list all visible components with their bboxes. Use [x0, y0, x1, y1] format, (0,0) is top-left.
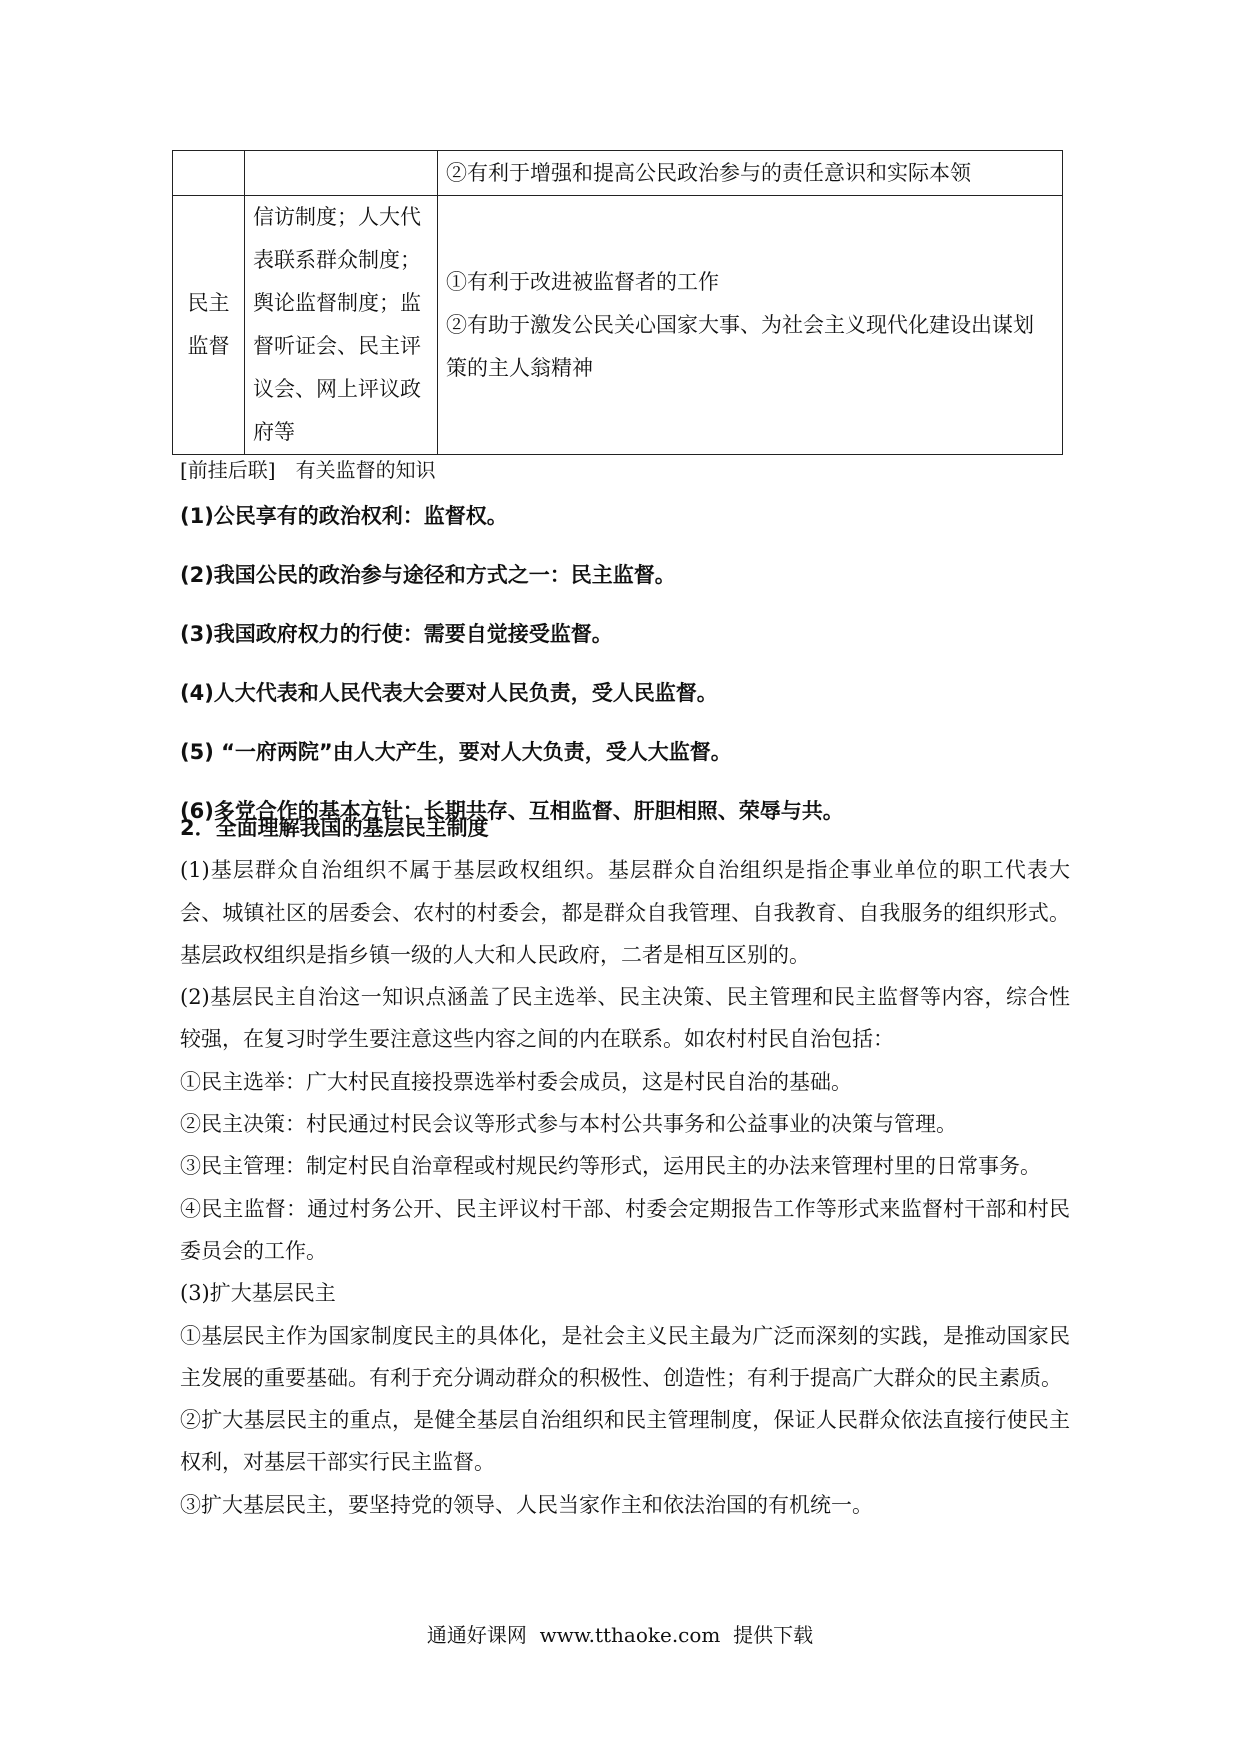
paragraph: ②民主决策：村民通过村民会议等形式参与本村公共事务和公益事业的决策与管理。: [180, 1112, 957, 1137]
table-cell-category: [173, 196, 245, 455]
category-label: 民主 监督: [187, 291, 230, 358]
list-item: (3)我国政府权力的行使：需要自觉接受监督。: [180, 622, 613, 646]
paragraph: ④民主监督：通过村务公开、民主评议村干部、村委会定期报告工作等形式来监督村干部和村民委员会的工作。: [180, 1196, 1070, 1263]
paragraph: ③民主管理：制定村民自治章程或村规民约等形式，运用民主的办法来管理村里的日常事务。: [180, 1154, 1041, 1179]
significance-item: ①有利于改进被监督者的工作: [446, 269, 719, 294]
paragraph: ①民主选举：广大村民直接投票选举村委会成员，这是村民自治的基础。: [180, 1069, 852, 1094]
list-item: (1)公民享有的政治权利：监督权。: [180, 504, 508, 528]
paragraph: (2)基层民主自治这一知识点涵盖了民主选举、民主决策、民主管理和民主监督等内容，综合性较强，在复习时学生要注意这些内容之间的内在联系。如农村村民自治包括：: [180, 985, 1070, 1052]
hookup-list: [180, 500, 1080, 854]
list-item: (6)多党合作的基本方针：长期共存、互相监督、肝胆相照、荣辱与共。: [180, 799, 844, 823]
paragraph: ③扩大基层民主，要坚持党的领导、人民当家作主和依法治国的有机统一。: [180, 1492, 873, 1517]
section-title: 2．全面理解我国的基层民主制度: [180, 816, 489, 840]
table-cell-forms: 信访制度；人大代表联系群众制度；舆论监督制度；监督听证会、民主评议会、网上评议政府等: [245, 196, 438, 455]
table-row: [173, 151, 1063, 196]
section-grassroots-democracy: [180, 807, 1070, 1526]
list-item: (4)人大代表和人民代表大会要对人民负责，受人民监督。: [180, 681, 718, 705]
table-cell-forms: [245, 151, 438, 196]
paragraph: ②扩大基层民主的重点，是健全基层自治组织和民主管理制度，保证人民群众依法直接行使民主权利，对基层干部实行民主监督。: [180, 1408, 1070, 1475]
list-item: (2)我国公民的政治参与途径和方式之一：民主监督。: [180, 563, 676, 587]
paragraph: ①基层民主作为国家制度民主的具体化，是社会主义民主最为广泛而深刻的实践，是推动国家民主发展的重要基础。有利于充分调动群众的积极性、创造性；有利于提高广大群众的民主素质。: [180, 1323, 1070, 1390]
table-cell-category: [173, 151, 245, 196]
paragraph: (1)基层群众自治组织不属于基层政权组织。基层群众自治组织是指企事业单位的职工代表大会、城镇社区的居委会、农村的村委会，都是群众自我管理、自我教育、自我服务的组织形式。基层政权组织是指乡镇一级的人大和人民政府，二者是相互区别的。: [180, 858, 1070, 967]
democracy-forms-table: [172, 150, 1063, 455]
hookup-heading: [180, 454, 436, 486]
hookup-tag: [前挂后联]: [180, 458, 276, 482]
list-item: (5) “一府两院”由人大产生，要对人大负责，受人大监督。: [180, 740, 732, 764]
subsection-title: (3)扩大基层民主: [180, 1281, 336, 1306]
hookup-title: 有关监督的知识: [295, 458, 436, 482]
page-footer: 通通好课网 www.tthaoke.com 提供下载: [426, 1623, 814, 1647]
table-row: [173, 196, 1063, 455]
significance-item: ②有助于激发公民关心国家大事、为社会主义现代化建设出谋划策的主人翁精神: [446, 312, 1034, 380]
table-cell-significance: ②有利于增强和提高公民政治参与的责任意识和实际本领: [438, 151, 1063, 196]
table-cell-significance: [438, 196, 1063, 455]
